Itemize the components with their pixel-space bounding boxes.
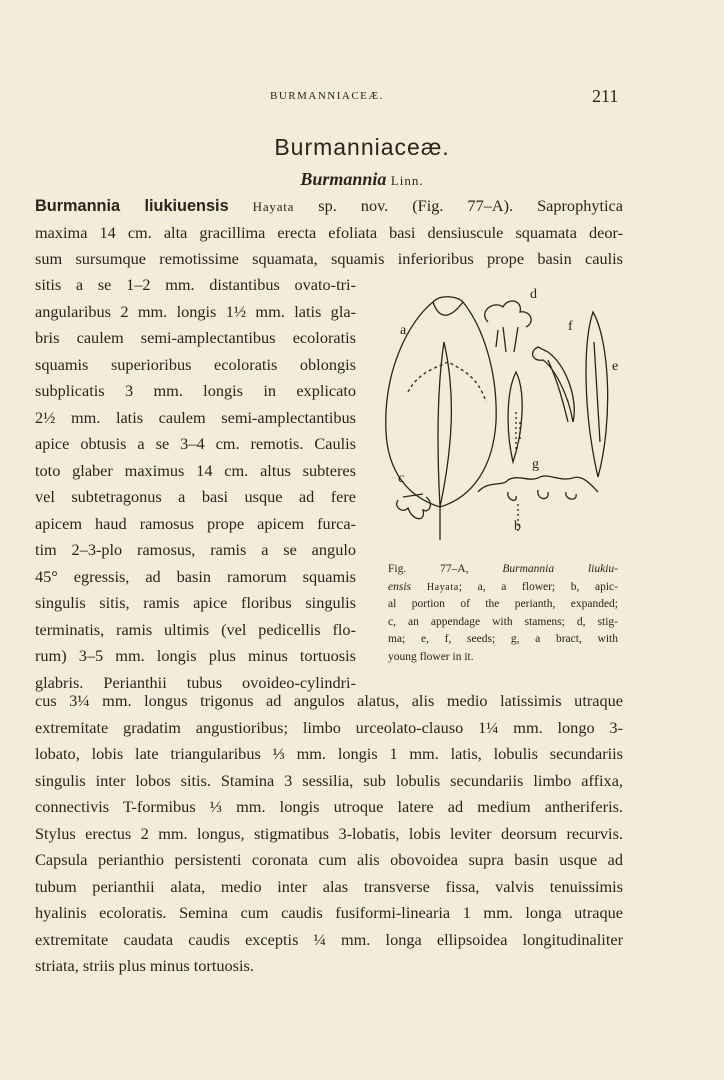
genus-name: Burmannia xyxy=(300,169,387,189)
text-line: tim 2–3-plo ramosus, ramis a se angulo xyxy=(35,540,356,559)
figure-label-g: g xyxy=(532,457,539,472)
text-line: singulis sitis, ramis apice floribus singulis xyxy=(35,593,356,612)
text-line: tubum perianthii alata, medio inter alas transverse fissa, valvis tenuissimis xyxy=(35,876,623,896)
family-title: Burmanniaceæ. xyxy=(274,134,450,160)
text-line: toto glaber maximus 14 cm. altus subteres xyxy=(35,460,356,480)
text-line: bris caulem semi-amplectantibus ecoloratis xyxy=(35,328,356,347)
text-line: vel subtetragonus a basi usque ad fere xyxy=(35,487,356,506)
figure-77a-illustration xyxy=(378,282,628,552)
species-author: Hayata xyxy=(252,199,295,214)
text-line: connectivis T-formibus ⅓ mm. longis utroque latere ad medium antheriferis. xyxy=(35,797,623,816)
text-line: 2½ mm. latis caulem semi-amplectantibus xyxy=(35,407,356,427)
figure-caption xyxy=(388,561,618,666)
seed-f-line xyxy=(548,360,568,422)
caption-line: al portion of the perianth, expanded; xyxy=(388,598,618,610)
caption-species-italic: Burmannia liukiu- xyxy=(502,563,618,575)
figure-label-a: a xyxy=(400,323,407,338)
text-line: extremitate caudata caudis exceptis ¼ mm. longa ellipsoidea longitudinaliter xyxy=(35,929,623,949)
running-header xyxy=(0,86,724,106)
caption-line xyxy=(388,579,618,597)
species-description-bottom xyxy=(35,688,623,980)
figure-label-b: b xyxy=(514,519,521,534)
caption-figure-number: Fig. 77–A, xyxy=(388,563,503,575)
text-line: 45° egressis, ad basin ramorum squamis xyxy=(35,566,356,586)
text-line: Stylus erectus 2 mm. longus, stigmatibus 3-lobatis, lobis leviter deorsum recurvis. xyxy=(35,823,623,843)
species-heading-line xyxy=(35,193,623,220)
flower-wing xyxy=(438,342,451,507)
text-line: squamis superioribus ecoloratis oblongis xyxy=(35,354,356,374)
text-line: sum sursumque remotissime squamata, squamis inferioribus prope basin caulis xyxy=(35,249,623,268)
text-line: singulis inter lobos sitis. Stamina 3 sessilia, sub lobulis secundariis limbo affixa, xyxy=(35,770,623,790)
text-line: apicem haud ramosus prope apicem furca- xyxy=(35,513,356,533)
text-line: angularibus 2 mm. longis 1½ mm. latis gla- xyxy=(35,301,356,321)
caption-line: young flower in it. xyxy=(388,650,474,663)
figure-label-e: e xyxy=(612,359,619,374)
text-line: terminatis, ramis ultimis (vel pedicellis flo- xyxy=(35,619,356,639)
stigma-d xyxy=(485,301,531,352)
perianth-lobules xyxy=(508,490,576,500)
appendage-c xyxy=(397,494,431,519)
caption-text: ; a, a flower; b, apic- xyxy=(458,580,618,593)
species-heading-rest: sp. nov. (Fig. 77–A). Saprophytica xyxy=(318,196,623,215)
text-line: glabris. Perianthii tubus ovoideo-cylindri- xyxy=(35,672,356,692)
perianth-b xyxy=(478,476,598,492)
caption-species-italic: ensis xyxy=(388,580,411,593)
seed-e-line xyxy=(594,342,600,442)
caption-line: c, an appendage with stamens; d, stig- xyxy=(388,615,618,628)
text-line: Capsula perianthio persistenti coronata cum alis obovoidea supra basin usque ad xyxy=(35,850,623,869)
left-column-text xyxy=(35,272,356,696)
seed-f xyxy=(533,347,575,422)
figure-label-c: c xyxy=(398,471,405,486)
text-line: extremitate gradatim angustioribus; limbo urceolato-clauso 1¼ mm. longo 3- xyxy=(35,717,623,737)
caption-author: Hayata xyxy=(411,581,459,593)
text-line: lobato, lobis late triangularibus ⅓ mm. longis 1 mm. latis, lobulis secundariis xyxy=(35,744,623,763)
genus-author: Linn. xyxy=(390,173,424,188)
species-description-top xyxy=(35,193,623,273)
genus-heading xyxy=(0,169,724,190)
page-number: 211 xyxy=(592,86,619,106)
text-line: hyalinis ecoloratis. Semina cum caudis fusiformi-linearia 1 mm. longa utraque xyxy=(35,903,623,922)
text-line: apice obtusis a se 3–4 cm. remotis. Caulis xyxy=(35,434,356,453)
text-line: maxima 14 cm. alta gracillima erecta efoliata basi densiuscule squamata deor- xyxy=(35,222,623,242)
caption-line xyxy=(388,561,618,579)
text-line: cus 3¼ mm. longus trigonus ad angulos alatus, alis medio latissimis utraque xyxy=(35,691,623,710)
running-title: BURMANNIACEÆ. xyxy=(270,90,384,102)
caption-line: ma; e, f, seeds; g, a bract, with xyxy=(388,633,618,645)
text-line: rum) 3–5 mm. longis plus minus tortuosis xyxy=(35,646,356,665)
species-name: Burmannia liukiuensis xyxy=(35,197,229,215)
text-line: subplicatis 3 mm. longis in explicato xyxy=(35,381,356,400)
flower-tip xyxy=(433,302,463,315)
text-line: striata, striis plus minus tortuosis. xyxy=(35,956,254,975)
figure-label-d: d xyxy=(530,287,537,302)
text-line: sitis a se 1–2 mm. distantibus ovato-tri- xyxy=(35,275,356,294)
flower-inner-dashed xyxy=(408,362,486,402)
figure-label-f: f xyxy=(568,319,573,334)
bract-g xyxy=(508,372,522,462)
